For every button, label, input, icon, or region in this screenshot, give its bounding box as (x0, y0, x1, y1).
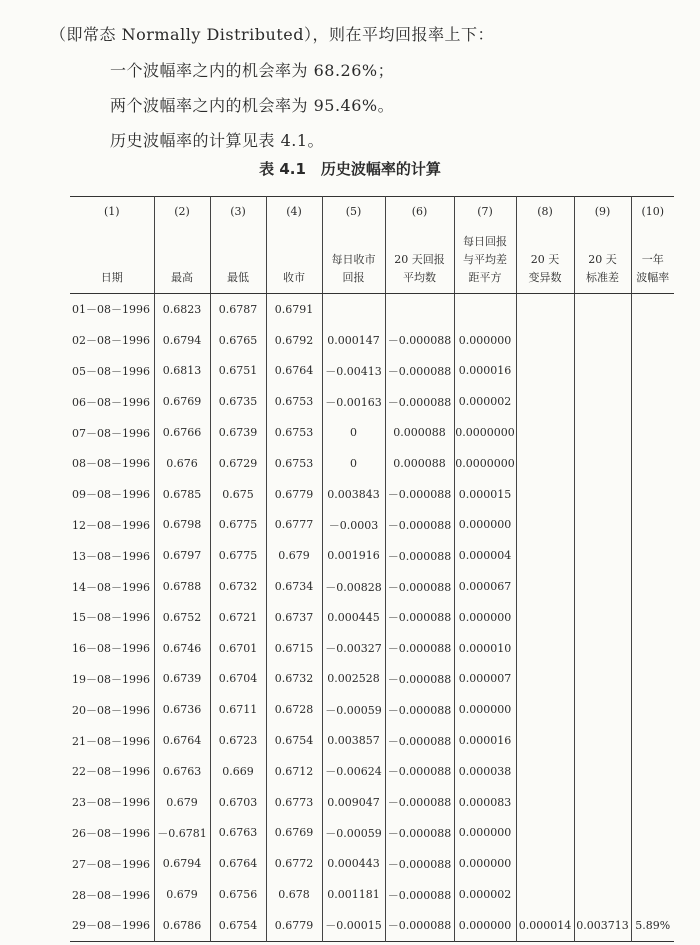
paragraph-one-sigma: 一个波幅率之内的机会率为 68.26%； (110, 61, 395, 80)
table-row (70, 818, 674, 849)
column-label: 最高 (171, 271, 193, 284)
date-cell: 22－08－1996 (72, 765, 150, 779)
table-cell: 0.6765 (210, 325, 266, 356)
table-cell (516, 479, 574, 510)
table-cell: 0.009047 (322, 787, 385, 818)
table-cell: 0.6734 (266, 571, 322, 602)
date-cell: 28－08－1996 (72, 888, 150, 902)
table-cell: 0.000147 (322, 325, 385, 356)
column-label: 收市 (283, 271, 305, 284)
table-cell: －0.00828 (322, 571, 385, 602)
table-cell: 0.6794 (154, 325, 210, 356)
table-cell (516, 386, 574, 417)
table-cell (631, 756, 674, 787)
table-row (70, 479, 674, 510)
table-cell (322, 294, 385, 325)
column-label: 一年 波幅率 (636, 253, 670, 284)
table-cell: 0.000000 (454, 325, 516, 356)
table-cell: －0.00327 (322, 633, 385, 664)
column-number: (2) (174, 205, 190, 218)
table-cell: 0.6792 (266, 325, 322, 356)
table-cell: 0.6813 (154, 356, 210, 387)
table-cell: －0.000088 (385, 633, 454, 664)
table-row (70, 417, 674, 448)
table-cell: 0.6715 (266, 633, 322, 664)
table-cell (516, 325, 574, 356)
table-cell: 0.6711 (210, 694, 266, 725)
table-cell: －0.000088 (385, 818, 454, 849)
table-cell (631, 510, 674, 541)
table-cell: 0.6773 (266, 787, 322, 818)
table-cell: 0.000002 (454, 879, 516, 910)
table-cell: －0.000088 (385, 725, 454, 756)
table-cell: －0.0003 (322, 510, 385, 541)
table-cell: 0.669 (210, 756, 266, 787)
date-cell: 01－08－1996 (72, 303, 150, 317)
table-cell (516, 725, 574, 756)
table-cell: －0.00413 (322, 356, 385, 387)
paragraph-table-ref: 历史波幅率的计算见表 4.1。 (110, 131, 325, 150)
table-cell: 0.6752 (154, 602, 210, 633)
date-cell: 16－08－1996 (72, 642, 150, 656)
table-cell: 0.6753 (266, 386, 322, 417)
table-cell (631, 848, 674, 879)
column-number: (9) (594, 205, 611, 218)
date-cell: 05－08－1996 (72, 364, 150, 378)
column-label: 日期 (100, 271, 123, 284)
table-cell (631, 694, 674, 725)
table-cell: 0.6797 (154, 540, 210, 571)
table-row (70, 448, 674, 479)
table-cell: 0.6779 (266, 910, 322, 941)
column-label: 20 天 变异数 (528, 253, 562, 284)
table-cell: －0.000088 (385, 694, 454, 725)
table-cell (516, 510, 574, 541)
table-cell (516, 848, 574, 879)
table-cell (574, 787, 631, 818)
table-cell: －0.000088 (385, 848, 454, 879)
table-cell: 0.6775 (210, 540, 266, 571)
table-cell: 0.6712 (266, 756, 322, 787)
table-cell: －0.000088 (385, 787, 454, 818)
table-cell: 0.003857 (322, 725, 385, 756)
table-cell: 0.6763 (154, 756, 210, 787)
table-cell: 0.6736 (154, 694, 210, 725)
table-cell: 0.6732 (210, 571, 266, 602)
volatility-table (70, 196, 674, 942)
table-cell (516, 787, 574, 818)
table-row (70, 694, 674, 725)
column-number: (3) (230, 205, 246, 218)
table-row (70, 879, 674, 910)
table-cell (574, 818, 631, 849)
table-cell (631, 602, 674, 633)
table-cell: 0.6735 (210, 386, 266, 417)
column-label: 每日收市 回报 (331, 253, 376, 284)
table-cell (574, 510, 631, 541)
table-cell: 0.6754 (210, 910, 266, 941)
table-cell (631, 325, 674, 356)
table-cell (631, 448, 674, 479)
column-number: (4) (286, 205, 302, 218)
table-cell: 0.000000 (454, 818, 516, 849)
table-cell (574, 417, 631, 448)
column-header (210, 197, 266, 294)
table-row (70, 356, 674, 387)
table-cell: 0.0000000 (454, 448, 516, 479)
table-cell: 0.6791 (266, 294, 322, 325)
table-cell: 0.000067 (454, 571, 516, 602)
date-cell: 13－08－1996 (72, 549, 150, 563)
table-row (70, 325, 674, 356)
date-cell: 23－08－1996 (72, 796, 150, 810)
table-cell: 0.6777 (266, 510, 322, 541)
table-cell: 0.000088 (385, 448, 454, 479)
table-cell (574, 633, 631, 664)
table-cell (631, 571, 674, 602)
table-cell: －0.00059 (322, 694, 385, 725)
date-cell: 29－08－1996 (72, 919, 150, 933)
table-cell: 0.6764 (210, 848, 266, 879)
table-cell (385, 294, 454, 325)
table-cell: 0.679 (266, 540, 322, 571)
table-cell: 0.000000 (454, 602, 516, 633)
table-cell: 0.000015 (454, 479, 516, 510)
table-cell: 0.000016 (454, 356, 516, 387)
column-header (70, 197, 154, 294)
date-cell: 27－08－1996 (72, 857, 150, 871)
table-cell: 0.000000 (454, 910, 516, 941)
table-cell: 0.6756 (210, 879, 266, 910)
table-cell: 0.000014 (516, 910, 574, 941)
table-cell: 0.675 (210, 479, 266, 510)
table-cell: 0.000445 (322, 602, 385, 633)
table-cell (516, 879, 574, 910)
table-header-row (70, 197, 674, 294)
table-cell: －0.000088 (385, 879, 454, 910)
table-cell: －0.000088 (385, 571, 454, 602)
table-cell (574, 540, 631, 571)
column-header (454, 197, 516, 294)
table-cell: －0.000088 (385, 479, 454, 510)
table-cell: 0.6788 (154, 571, 210, 602)
table-cell (574, 386, 631, 417)
column-header (516, 197, 574, 294)
table-row (70, 787, 674, 818)
table-cell (574, 448, 631, 479)
table-cell: 0.000083 (454, 787, 516, 818)
column-header (574, 197, 631, 294)
table-cell (516, 664, 574, 695)
table-cell: －0.000088 (385, 664, 454, 695)
column-label: 每日回报 与平均差 距平方 (463, 235, 507, 284)
table-cell: 0.679 (154, 787, 210, 818)
table-cell: －0.00163 (322, 386, 385, 417)
table-row (70, 540, 674, 571)
table-cell: 0.001916 (322, 540, 385, 571)
date-cell: 07－08－1996 (72, 426, 150, 440)
table-cell: 0.000000 (454, 510, 516, 541)
column-header (154, 197, 210, 294)
table-cell: 0.6753 (266, 417, 322, 448)
table-cell: 0.6754 (266, 725, 322, 756)
table-caption: 表 4.1 历史波幅率的计算 (259, 160, 441, 178)
table-cell: 0.6763 (210, 818, 266, 849)
table-cell (631, 818, 674, 849)
table-cell: 0.000088 (385, 417, 454, 448)
table-cell (516, 294, 574, 325)
table-cell: 0.6769 (154, 386, 210, 417)
table-cell (574, 848, 631, 879)
table-cell (631, 417, 674, 448)
table-cell: 0.6737 (266, 602, 322, 633)
table-cell: 0.6766 (154, 417, 210, 448)
table-cell (516, 694, 574, 725)
table-cell (631, 294, 674, 325)
table-cell (516, 540, 574, 571)
table-row (70, 664, 674, 695)
column-header (322, 197, 385, 294)
date-cell: 26－08－1996 (72, 826, 150, 840)
table-cell: 0.6823 (154, 294, 210, 325)
table-cell (574, 756, 631, 787)
table-cell (574, 602, 631, 633)
table-cell: 0.678 (266, 879, 322, 910)
table-cell: 0.6746 (154, 633, 210, 664)
table-cell (574, 879, 631, 910)
column-number: (8) (537, 205, 553, 218)
table-cell (516, 633, 574, 664)
table-cell: 0.6775 (210, 510, 266, 541)
table-cell (574, 694, 631, 725)
table-cell (516, 448, 574, 479)
table-cell (631, 879, 674, 910)
paragraph-two-sigma: 两个波幅率之内的机会率为 95.46%。 (110, 96, 395, 115)
table-cell (574, 325, 631, 356)
table-row (70, 910, 674, 941)
table-cell: 0.6739 (154, 664, 210, 695)
table-cell: 0.6764 (266, 356, 322, 387)
table-cell: 0.6779 (266, 479, 322, 510)
table-cell (516, 571, 574, 602)
table-cell: 0.0000000 (454, 417, 516, 448)
table-cell (574, 479, 631, 510)
table-cell: 0.6729 (210, 448, 266, 479)
table-cell: 0.002528 (322, 664, 385, 695)
table-cell: 0 (322, 448, 385, 479)
table-row (70, 725, 674, 756)
date-cell: 06－08－1996 (72, 395, 150, 409)
table-cell: 0.6703 (210, 787, 266, 818)
table-cell: 0.6723 (210, 725, 266, 756)
table-cell: 5.89% (631, 910, 674, 941)
table-cell (631, 356, 674, 387)
table-cell (454, 294, 516, 325)
date-cell: 21－08－1996 (72, 734, 150, 748)
table-row (70, 571, 674, 602)
column-number: (7) (477, 205, 493, 218)
column-label: 最低 (227, 271, 249, 284)
table-cell: －0.6781 (154, 818, 210, 849)
table-cell: －0.000088 (385, 910, 454, 941)
table-cell (574, 664, 631, 695)
table-cell: 0.6704 (210, 664, 266, 695)
date-cell: 02－08－1996 (72, 334, 150, 348)
column-header (385, 197, 454, 294)
table-row (70, 510, 674, 541)
table-cell: 0.6785 (154, 479, 210, 510)
table-cell: 0.6728 (266, 694, 322, 725)
table-cell: 0.000038 (454, 756, 516, 787)
table-cell: 0.000010 (454, 633, 516, 664)
table-cell (516, 602, 574, 633)
table-cell (631, 540, 674, 571)
table-cell: 0.6787 (210, 294, 266, 325)
table-cell: 0.000000 (454, 694, 516, 725)
date-cell: 15－08－1996 (72, 611, 150, 625)
table-cell: 0.6764 (154, 725, 210, 756)
table-cell: －0.00624 (322, 756, 385, 787)
table-cell (631, 479, 674, 510)
table-cell: 0.001181 (322, 879, 385, 910)
table-cell (631, 725, 674, 756)
column-label: 20 天 标准差 (586, 253, 619, 284)
table-cell (631, 787, 674, 818)
table-cell: 0.6739 (210, 417, 266, 448)
table-cell: 0.6701 (210, 633, 266, 664)
table-cell: 0.003843 (322, 479, 385, 510)
table-cell (516, 417, 574, 448)
column-number: (1) (103, 205, 120, 218)
table-cell: 0.000000 (454, 848, 516, 879)
table-cell: 0.000004 (454, 540, 516, 571)
table-cell: 0.6772 (266, 848, 322, 879)
date-cell: 14－08－1996 (72, 580, 150, 594)
table-cell (516, 818, 574, 849)
table-cell (631, 664, 674, 695)
table-cell: －0.000088 (385, 510, 454, 541)
table-cell: 0.6751 (210, 356, 266, 387)
table-cell: －0.000088 (385, 602, 454, 633)
table-cell: －0.000088 (385, 540, 454, 571)
table-row (70, 602, 674, 633)
table-cell (574, 725, 631, 756)
table-cell: －0.00015 (322, 910, 385, 941)
table-cell (574, 571, 631, 602)
table-cell: 0.000007 (454, 664, 516, 695)
table-cell: 0.6732 (266, 664, 322, 695)
table-cell: 0 (322, 417, 385, 448)
table-cell: 0.003713 (574, 910, 631, 941)
table-cell: 0.6786 (154, 910, 210, 941)
date-cell: 19－08－1996 (72, 672, 150, 686)
table-cell (574, 356, 631, 387)
date-cell: 12－08－1996 (72, 518, 150, 532)
table-cell: 0.000002 (454, 386, 516, 417)
column-header (631, 197, 674, 294)
table-cell: 0.6794 (154, 848, 210, 879)
table-cell: －0.000088 (385, 325, 454, 356)
table-cell: 0.676 (154, 448, 210, 479)
table-body (70, 294, 674, 942)
table-cell: －0.000088 (385, 386, 454, 417)
table-cell: 0.000016 (454, 725, 516, 756)
column-number: (5) (345, 205, 362, 218)
table-cell: 0.6721 (210, 602, 266, 633)
paragraph-intro: （即常态 Normally Distributed），则在平均回报率上下： (50, 25, 494, 44)
table-cell: 0.6753 (266, 448, 322, 479)
table-cell: 0.6769 (266, 818, 322, 849)
table-cell (631, 386, 674, 417)
table-cell (574, 294, 631, 325)
table-cell (516, 756, 574, 787)
table-cell: 0.6798 (154, 510, 210, 541)
column-number: (6) (411, 205, 428, 218)
table-row (70, 386, 674, 417)
table-cell: －0.00059 (322, 818, 385, 849)
column-number: (10) (641, 205, 665, 218)
table-row (70, 294, 674, 325)
table-cell: －0.000088 (385, 756, 454, 787)
date-cell: 08－08－1996 (72, 457, 150, 471)
table-row (70, 633, 674, 664)
table-cell: 0.000443 (322, 848, 385, 879)
table-cell (516, 356, 574, 387)
date-cell: 20－08－1996 (72, 703, 150, 717)
table-row (70, 756, 674, 787)
column-label: 20 天回报 平均数 (394, 253, 445, 284)
table-cell: 0.679 (154, 879, 210, 910)
date-cell: 09－08－1996 (72, 488, 150, 502)
table-cell: －0.000088 (385, 356, 454, 387)
column-header (266, 197, 322, 294)
table-cell (631, 633, 674, 664)
table-row (70, 848, 674, 879)
